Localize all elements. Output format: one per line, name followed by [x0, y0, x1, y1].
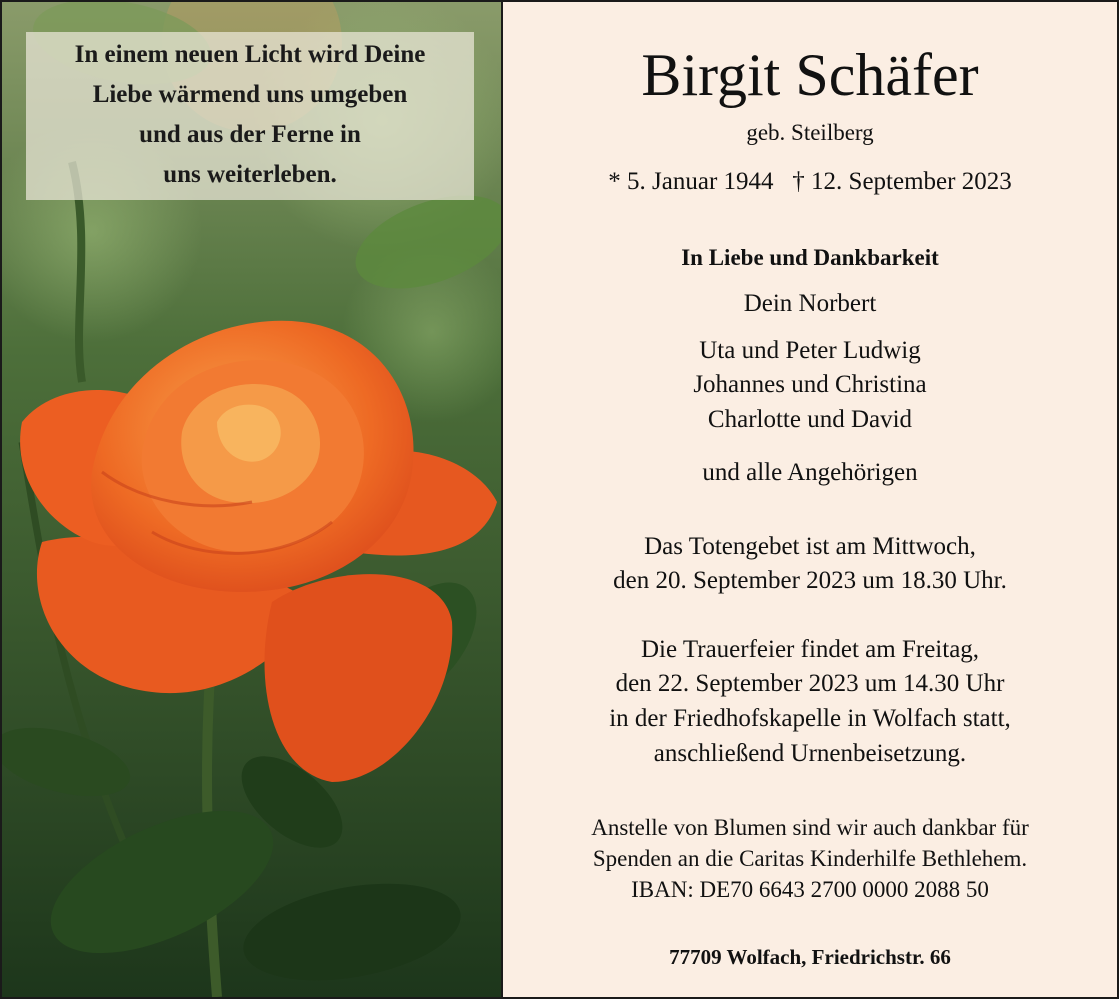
funeral-line: in der Friedhofskapelle in Wolfach statt, [609, 705, 1011, 732]
family-line: Uta und Peter Ludwig [699, 337, 921, 364]
quote-line: Liebe wärmend uns umgeben [92, 81, 408, 108]
life-dates: * 5. Januar 1944 † 12. September 2023 [608, 168, 1012, 195]
relatives-line: und alle Angehörigen [702, 459, 918, 486]
quote-line: In einem neuen Licht wird Deine [74, 41, 426, 68]
funeral-line: anschließend Urnenbeisetzung. [653, 740, 967, 767]
donation-line: Spenden an die Caritas Kinderhilfe Bethlehem. [592, 846, 1028, 871]
prayer-line: Das Totengebet ist am Mittwoch, [644, 533, 976, 560]
iban: IBAN: DE70 6643 2700 0000 2088 50 [631, 877, 989, 902]
deceased-name: Birgit Schäfer [641, 42, 979, 108]
funeral-line: Die Trauerfeier findet am Freitag, [640, 636, 980, 663]
quote-line: uns weiterleben. [163, 161, 337, 188]
prayer-line: den 20. September 2023 um 18.30 Uhr. [613, 567, 1007, 594]
family-line: Johannes und Christina [693, 371, 927, 398]
maiden-name: geb. Steilberg [746, 120, 874, 145]
spouse-name: Dein Norbert [743, 290, 877, 317]
mourners-heading: In Liebe und Dankbarkeit [681, 245, 939, 270]
quote-box [26, 32, 474, 200]
rose-photo [2, 2, 501, 997]
family-line: Charlotte und David [707, 406, 913, 433]
quote-line: und aus der Ferne in [139, 121, 361, 148]
address: 77709 Wolfach, Friedrichstr. 66 [669, 945, 951, 969]
donation-line: Anstelle von Blumen sind wir auch dankbar für [591, 815, 1029, 840]
funeral-line: den 22. September 2023 um 14.30 Uhr [615, 670, 1005, 697]
